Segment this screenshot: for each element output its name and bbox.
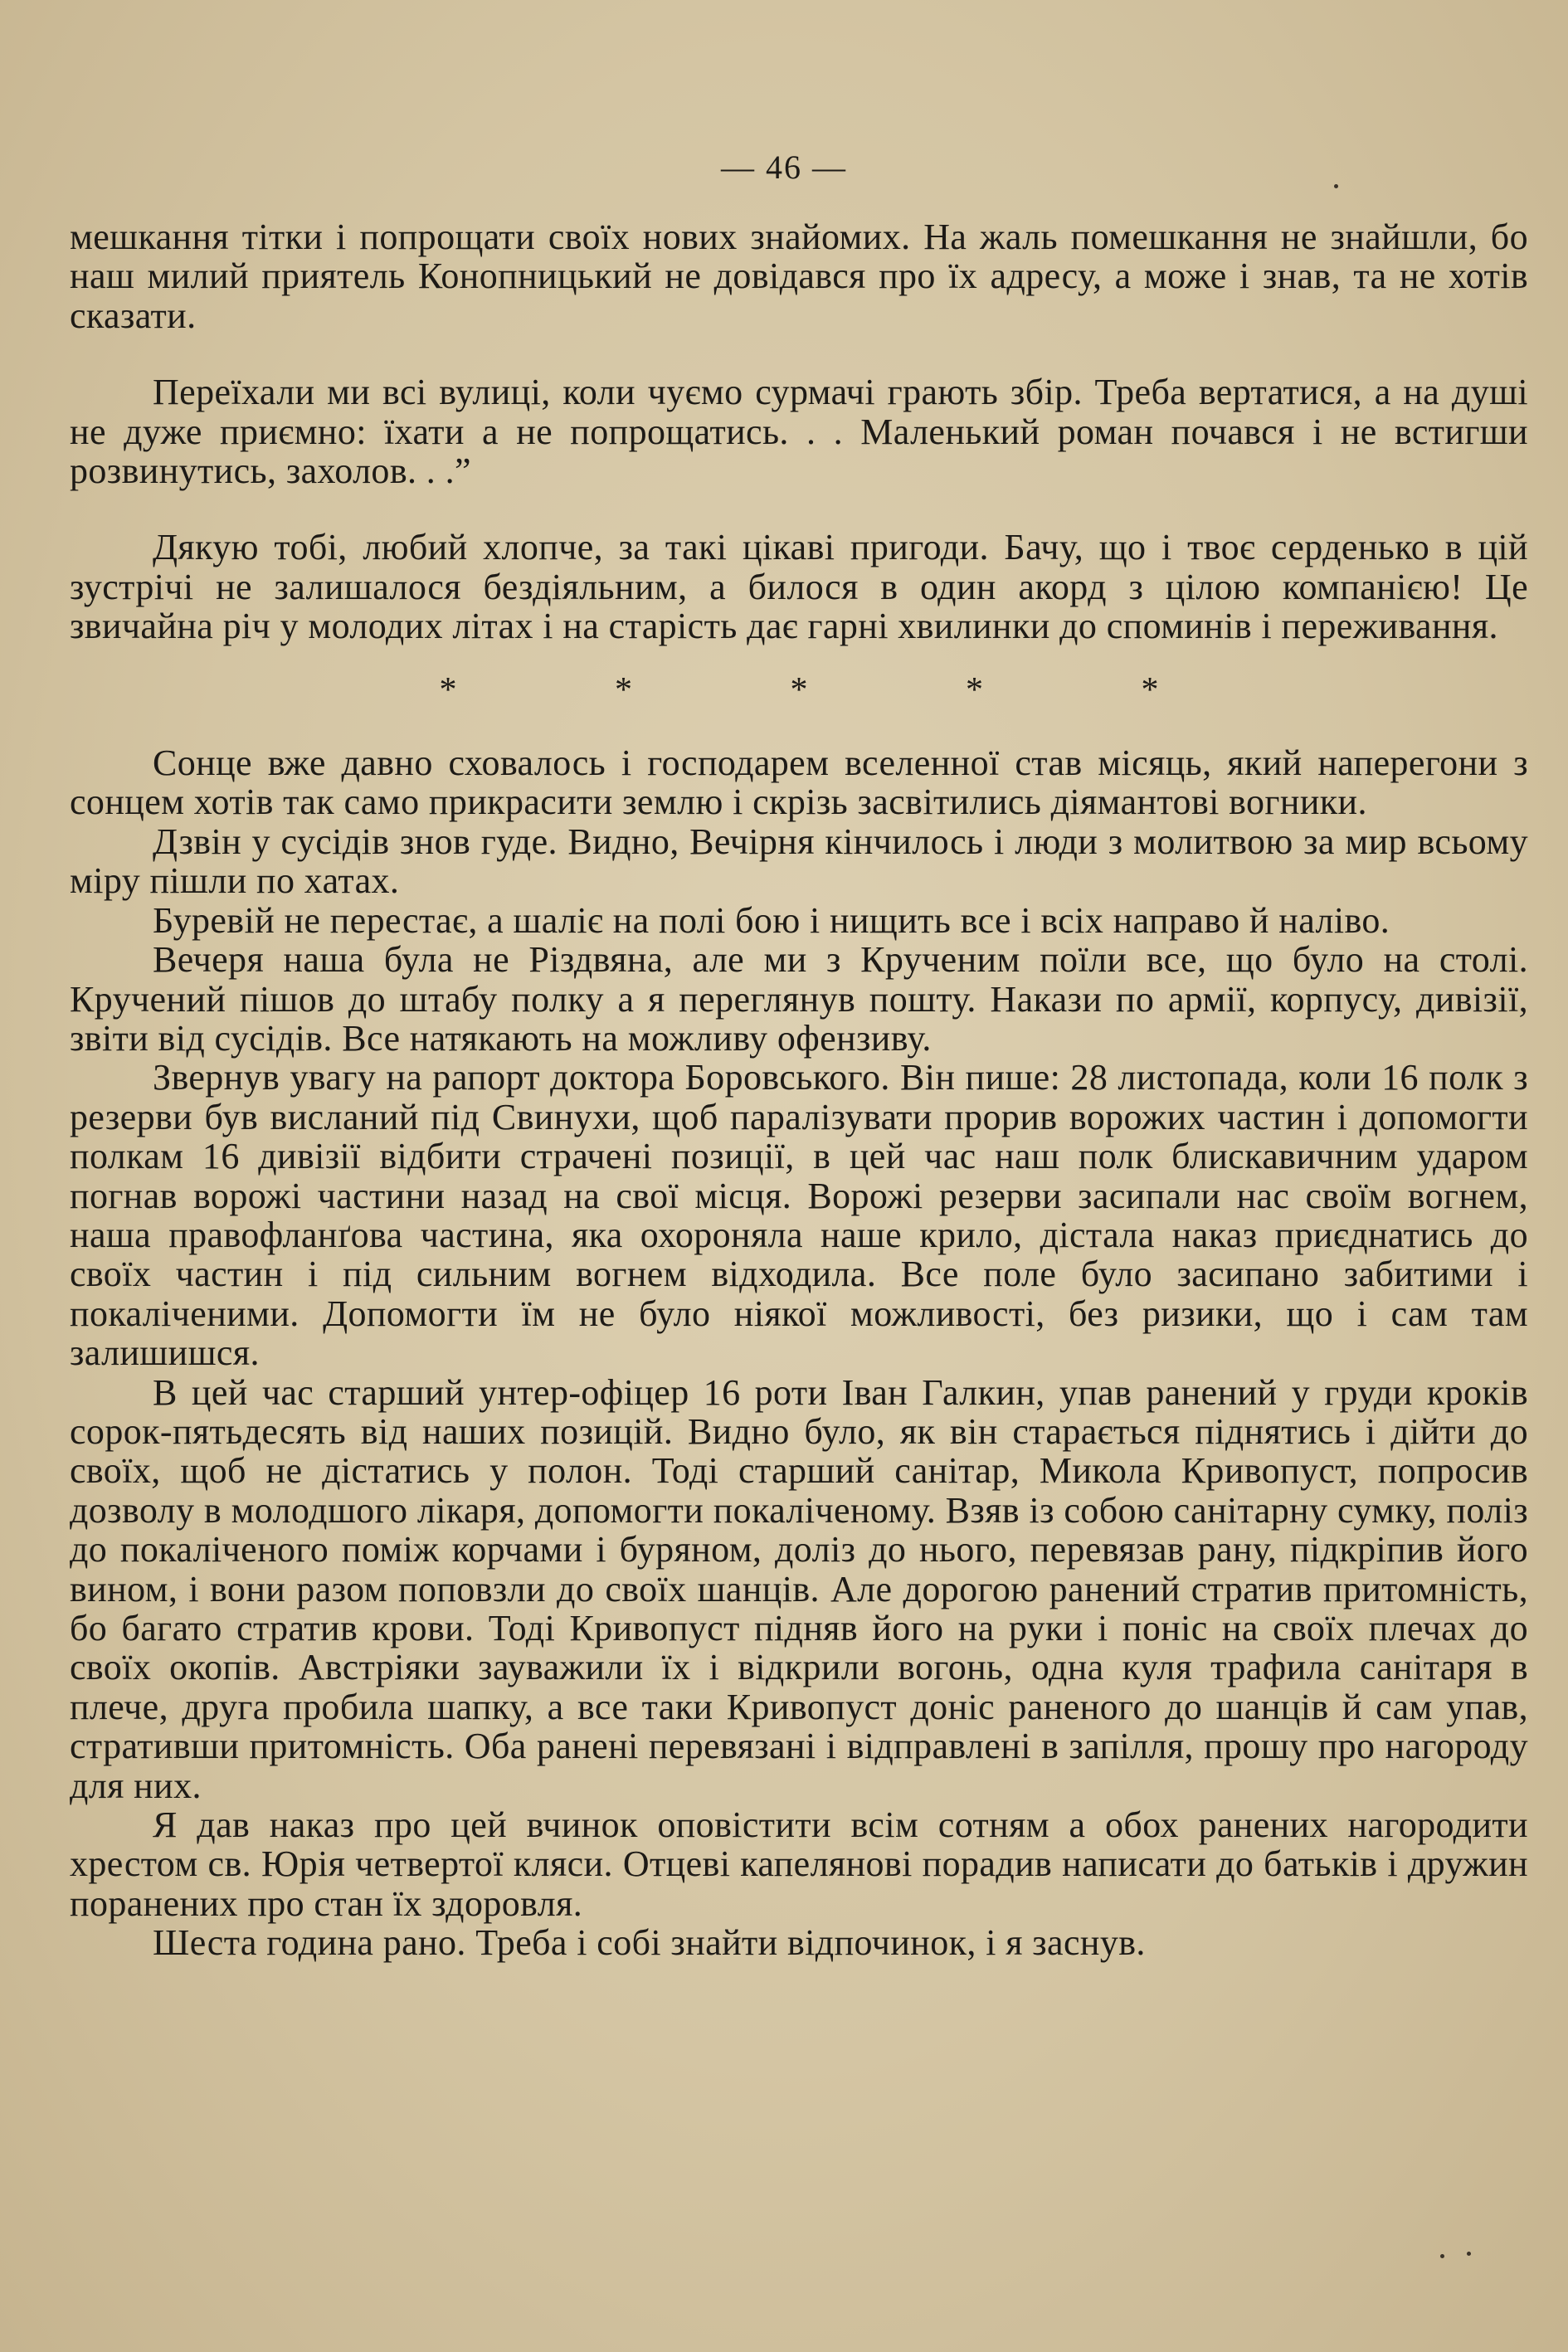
ink-speck [1467,2252,1471,2256]
ink-speck [1440,2254,1444,2258]
paragraph-3: Дякую тобі, любий хлопче, за такі цікаві пригоди. Бачу, що і твоє серденько в цій зустрічі не залишалося бездіяльним, а билося в один акорд з цілою компанією! Це звичайна річ у молодих літах і на старість дає гарні хвилинки до споминів і переживання. [70,527,1528,647]
paragraph-11: Шеста година рано. Треба і собі знайти відпочинок, і я заснув. [153,1922,1146,1964]
ink-speck [1334,184,1338,188]
paragraph-9: В цей час старший унтер-офіцер 16 роти Іван Галкин, упав ранений у груди кроків сорок-пятьдесять від наших позицій. Видно було, як він старається піднятись і дійти до своїх, щоб не дістатись у полон. Тоді старший санітар, Микола Кривопуст, попросив дозволу в молодшого лікаря, допомогти покаліченому. Взяв із собою санітарну сумку, поліз до покаліченого поміж корчами і буряном, доліз до нього, перевязав рану, підкріпив його вином, і вони разом поповзли до своїх шанців. Але дорогою ранений стратив притомність, бо багато стратив крови. Тоді Кривопуст підняв його на руки і поніс на своїх плечах до своїх окопів. Австріяки зауважили їх і відкрили вогонь, одна куля трафила санітаря в плече, друга пробила шапку, а все таки Кривопуст доніс раненого до шанців й сам упав, стративши притомність. Оба ранені перевязані і відправлені в запілля, прошу про нагороду для них. [70,1371,1528,1806]
page-number: — 46 — [721,149,847,186]
section-divider: * * * * * [439,670,1234,709]
paragraph-1: мешкання тітки і попрощати своїх нових знайомих. На жаль помешкання не знайшли, бо наш милий приятель Конопницький не довідався про їх адресу, а може і знав, та не хотів сказати. [70,217,1528,336]
paragraph-5: Дзвін у сусідів знов гуде. Видно, Вечірня кінчилось і люди з молитвою за мир всьому міру пішли по хатах. [70,821,1528,902]
paragraph-7: Вечеря наша була не Різдвяна, але ми з Крученим поїли все, що було на столі. Кручений пішов до штабу полку а я переглянув пошту. Накази по армії, корпусу, дивізії, звіти від сусідів. Все натякають на можливу офензиву. [70,939,1528,1059]
paragraph-8: Звернув увагу на рапорт доктора Боровського. Він пише: 28 листопада, коли 16 полк з резерви був висланий під Свинухи, щоб паралізувати прорив ворожих частин і допомогти полкам 16 дивізії відбити страчені позиції, в цей час наш полк блискавичним ударом погнав ворожі частини назад на свої місця. Ворожі резерви засипали нас своїм вогнем, наша правофланґова частина, яка охороняла наше крило, дістала наказ приєднатись до своїх частин і під сильним вогнем відходила. Все поле було засипано забитими і покаліченими. Допомогти їм не було ніякої можливості, без ризики, що і сам там залишишся. [70,1057,1528,1374]
page-body [70,217,1528,1963]
paragraph-10: Я дав наказ про цей вчинок оповістити всім сотням а обох ранених нагородити хрестом св. Юрія четвертої кляси. Отцеві капелянові порадив написати до батьків і дружин поранених про стан їх здоровля. [70,1804,1528,1924]
paragraph-2: Переїхали ми всі вулиці, коли чуємо сурмачі грають збір. Треба вертатися, а на душі не дуже приємно: їхати а не попрощатись. . . Маленький роман почався і не встигши розвинутись, захолов. . .” [70,372,1528,492]
paragraph-4: Сонце вже давно сховалось і господарем вселенної став місяць, який наперегони з сонцем хотів так само прикрасити землю і скрізь засвітились діямантові вогники. [70,743,1528,823]
paragraph-6: Буревій не перестає, а шаліє на полі бою і нищить все і всіх направо й наліво. [153,899,1390,941]
